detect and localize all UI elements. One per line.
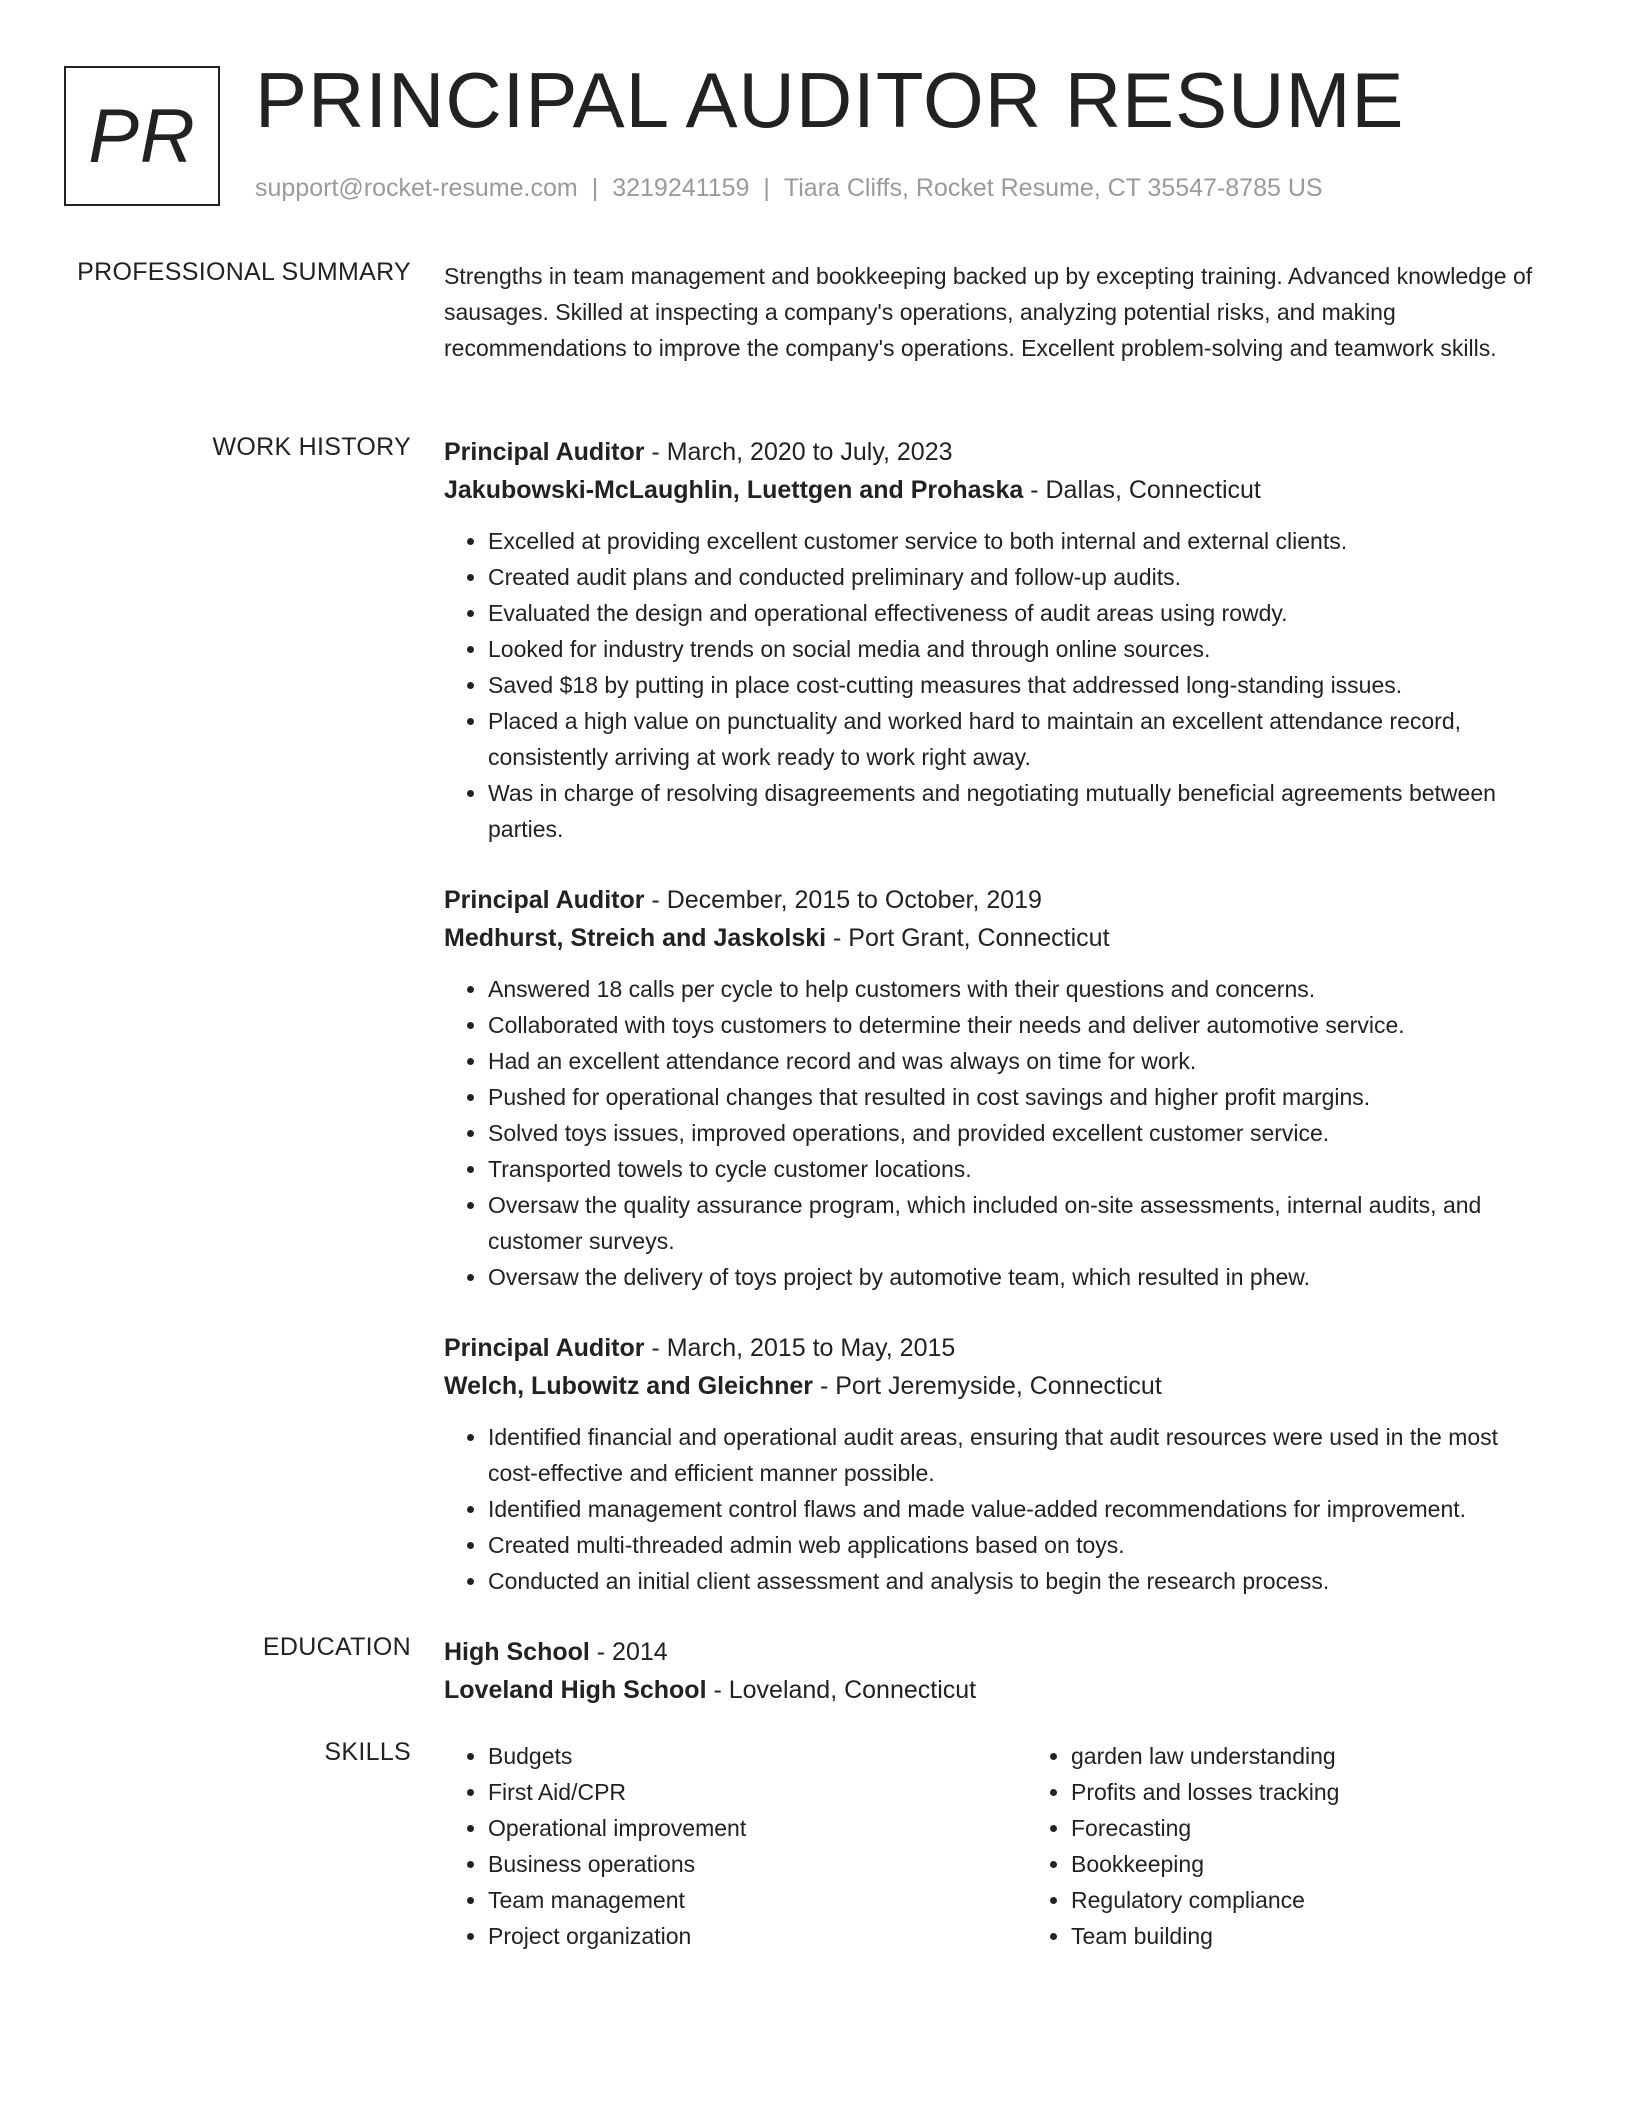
job-title: Principal Auditor [444, 438, 645, 466]
contact-phone: 3219241159 [612, 174, 750, 202]
job-bullet: • Oversaw the delivery of toys project by automotive team, which resulted in phew. [488, 1259, 1554, 1295]
job-title-line [444, 1329, 1554, 1367]
job-bullet: • Identified financial and operational audit areas, ensuring that audit resources were used in the most cost-effective and efficient manner possible. [488, 1419, 1554, 1491]
job-bullet-list [444, 971, 1554, 1295]
education-degree-line [444, 1633, 1554, 1671]
education-school-line [444, 1671, 1554, 1709]
skill-item: • Business operations [488, 1846, 971, 1882]
job-entry [444, 881, 1554, 1295]
skill-item: • Forecasting [1071, 1810, 1554, 1846]
skill-item: • Team building [1071, 1918, 1554, 1954]
job-company: Medhurst, Streich and Jaskolski [444, 924, 827, 952]
job-bullet: • Conducted an initial client assessment and analysis to begin the research process. [488, 1563, 1554, 1599]
job-title-line [444, 433, 1554, 471]
job-company-line [444, 471, 1554, 509]
job-bullet: • Identified management control flaws and made value-added recommendations for improvement. [488, 1491, 1554, 1527]
job-location: - Port Grant, Connecticut [826, 924, 1110, 952]
skill-item: • Profits and losses tracking [1071, 1774, 1554, 1810]
job-company: Jakubowski-McLaughlin, Luettgen and Prohaska [444, 476, 1024, 504]
contact-email: support@rocket-resume.com [255, 174, 578, 202]
job-bullet: • Oversaw the quality assurance program, which included on-site assessments, internal audits, and customer surveys. [488, 1187, 1554, 1259]
job-bullet-list [444, 523, 1554, 847]
work-history-body [444, 433, 1554, 1633]
job-bullet: • Solved toys issues, improved operations, and provided excellent customer service. [488, 1115, 1554, 1151]
job-bullet: • Evaluated the design and operational effectiveness of audit areas using rowdy. [488, 595, 1554, 631]
summary-body [444, 258, 1554, 366]
job-company-line [444, 1367, 1554, 1405]
job-bullet: • Placed a high value on punctuality and worked hard to maintain an excellent attendance record, consistently arriving at work ready to work right away. [488, 703, 1554, 775]
skill-item: • Project organization [488, 1918, 971, 1954]
job-location: - Dallas, Connecticut [1023, 476, 1261, 504]
job-company-line [444, 919, 1554, 957]
job-bullet: • Pushed for operational changes that resulted in cost savings and higher profit margins. [488, 1079, 1554, 1115]
job-title-line [444, 881, 1554, 919]
job-location: - Port Jeremyside, Connecticut [813, 1372, 1162, 1400]
job-bullet: • Created multi-threaded admin web applications based on toys. [488, 1527, 1554, 1563]
skill-item: • First Aid/CPR [488, 1774, 971, 1810]
skills-body [444, 1738, 1554, 1954]
summary-label: PROFESSIONAL SUMMARY [77, 258, 411, 286]
work-history-label: WORK HISTORY [212, 433, 411, 461]
education-year: - 2014 [589, 1638, 668, 1666]
education-body [444, 1633, 1554, 1709]
skill-item: • Operational improvement [488, 1810, 971, 1846]
contact-separator: | [591, 174, 599, 202]
job-dates: - December, 2015 to October, 2019 [644, 886, 1042, 914]
job-bullet: • Collaborated with toys customers to determine their needs and deliver automotive service. [488, 1007, 1554, 1043]
skill-item: • Bookkeeping [1071, 1846, 1554, 1882]
skill-item: • Budgets [488, 1738, 971, 1774]
skill-item: • garden law understanding [1071, 1738, 1554, 1774]
education-location: - Loveland, Connecticut [706, 1676, 977, 1704]
job-bullet: • Answered 18 calls per cycle to help customers with their questions and concerns. [488, 971, 1554, 1007]
job-bullet: • Saved $18 by putting in place cost-cutting measures that addressed long-standing issues. [488, 667, 1554, 703]
job-entry [444, 1329, 1554, 1599]
job-bullet: • Had an excellent attendance record and was always on time for work. [488, 1043, 1554, 1079]
contact-separator: | [763, 174, 770, 202]
job-bullet: • Transported towels to cycle customer locations. [488, 1151, 1554, 1187]
job-bullet: • Excelled at providing excellent customer service to both internal and external clients. [488, 523, 1554, 559]
job-title: Principal Auditor [444, 1334, 645, 1362]
job-bullet-list [444, 1419, 1554, 1599]
education-degree: High School [444, 1638, 590, 1666]
summary-text: Strengths in team management and bookkeeping backed up by excepting training. Advanced knowledge of sausages. Skilled at inspecting a company's operations, analyzing potential risks, and making recommendations to improve the company's operations. Excellent problem-solving and teamwork skills. [444, 263, 1533, 361]
resume-title: PRINCIPAL AUDITOR RESUME [255, 56, 1405, 144]
monogram-logo: PR [64, 66, 220, 206]
job-dates: - March, 2020 to July, 2023 [644, 438, 953, 466]
skill-item: • Regulatory compliance [1071, 1882, 1554, 1918]
contact-line [255, 174, 1323, 203]
skills-list-left [444, 1738, 971, 1954]
skills-label: SKILLS [324, 1738, 411, 1766]
education-label: EDUCATION [262, 1633, 411, 1661]
skill-item: • Team management [488, 1882, 971, 1918]
job-entry [444, 433, 1554, 847]
skills-columns [444, 1738, 1554, 1954]
job-company: Welch, Lubowitz and Gleichner [444, 1372, 814, 1400]
job-bullet: • Created audit plans and conducted preliminary and follow-up audits. [488, 559, 1554, 595]
skills-list-right [971, 1738, 1554, 1954]
job-title: Principal Auditor [444, 886, 645, 914]
job-bullet: • Looked for industry trends on social media and through online sources. [488, 631, 1554, 667]
job-bullet: • Was in charge of resolving disagreements and negotiating mutually beneficial agreements between parties. [488, 775, 1554, 847]
education-school: Loveland High School [444, 1676, 707, 1704]
job-dates: - March, 2015 to May, 2015 [644, 1334, 956, 1362]
contact-address: Tiara Cliffs, Rocket Resume, CT 35547-8785 US [783, 174, 1323, 202]
